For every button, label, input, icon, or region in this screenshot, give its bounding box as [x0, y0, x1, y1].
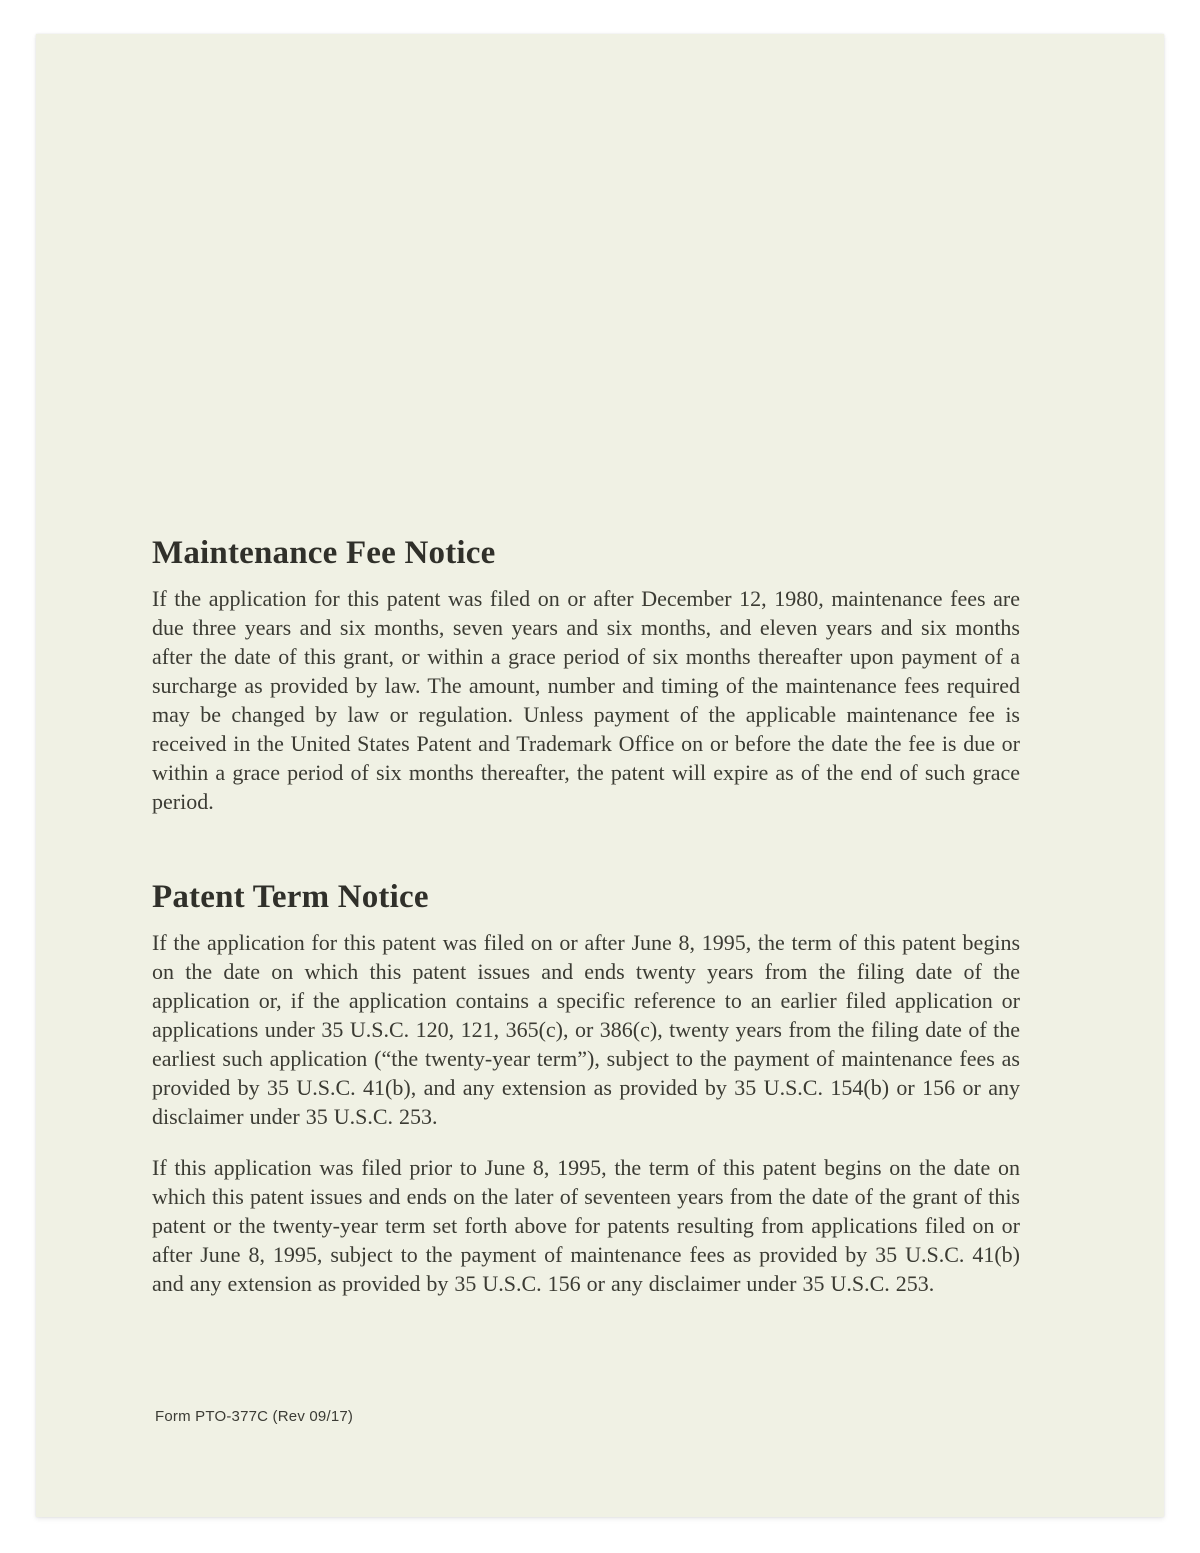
section-maintenance-fee-notice: [152, 533, 1020, 816]
section-patent-term-notice: [152, 877, 1020, 1298]
document-sheet: [36, 34, 1164, 1517]
form-number-label: Form PTO-377C (Rev 09/17): [155, 1408, 354, 1425]
patent-term-notice-heading: Patent Term Notice: [152, 879, 429, 915]
maintenance-fee-notice-paragraph: If the application for this patent was filed on or after December 12, 1980, maintenance fees are due three years and six months, seven years and six months, and eleven years and six months after the date of this grant, or within a grace period of six months thereafter upon payment of a surcharge as provided by law. The amount, number and timing of the maintenance fees required may be changed by law or regulation. Unless payment of the applicable maintenance fee is received in the United States Patent and Trademark Office on or before the date the fee is due or within a grace period of six months thereafter, the patent will expire as of the end of such grace period.: [152, 586, 1020, 814]
patent-term-notice-paragraph-1: If the application for this patent was filed on or after June 8, 1995, the term of this patent begins on the date on which this patent issues and ends twenty years from the filing date of the application or, if the application contains a specific reference to an earlier filed application or applications under 35 U.S.C. 120, 121, 365(c), or 386(c), twenty years from the filing date of the earliest such application (“the twenty-year term”), subject to the payment of maintenance fees as provided by 35 U.S.C. 41(b), and any extension as provided by 35 U.S.C. 154(b) or 156 or any disclaimer under 35 U.S.C. 253.: [152, 930, 1020, 1129]
maintenance-fee-notice-heading: Maintenance Fee Notice: [152, 535, 496, 571]
patent-term-notice-paragraph-2: If this application was filed prior to June 8, 1995, the term of this patent begins on the date on which this patent issues and ends on the later of seventeen years from the date of the grant of this patent or the twenty-year term set forth above for patents resulting from applications filed on or after June 8, 1995, subject to the payment of maintenance fees as provided by 35 U.S.C. 41(b) and any extension as provided by 35 U.S.C. 156 or any disclaimer under 35 U.S.C. 253.: [152, 1155, 1020, 1296]
